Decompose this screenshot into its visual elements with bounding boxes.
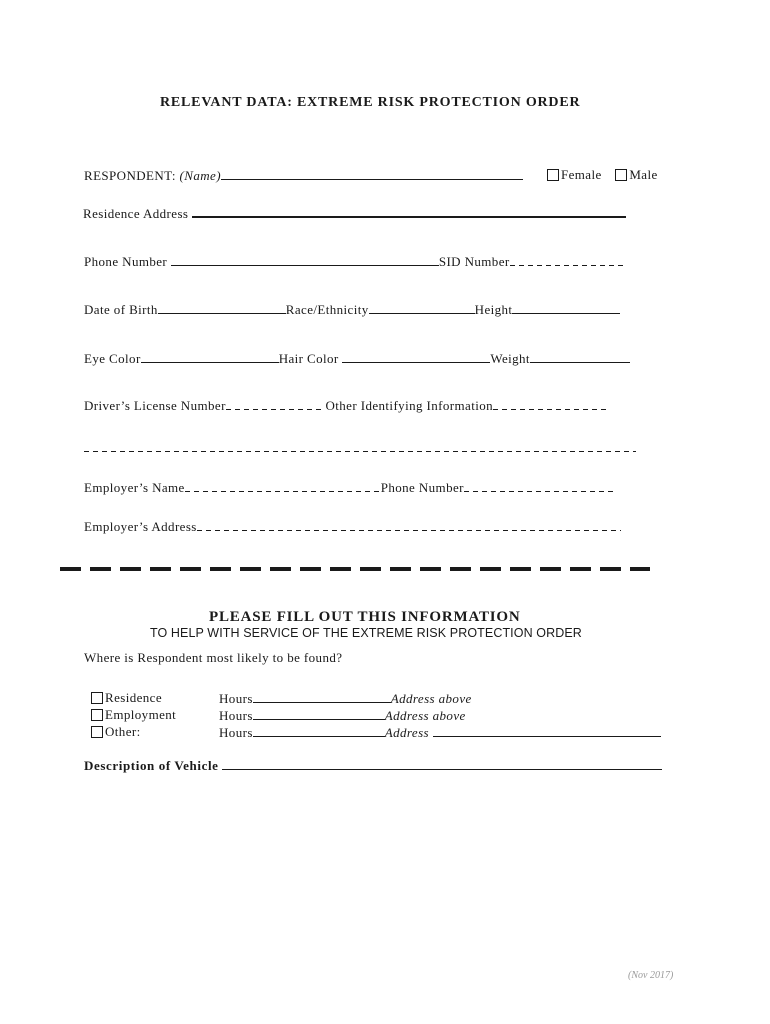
drivers-license-label: Driver’s License Number xyxy=(84,398,226,413)
residence-address-label: Residence Address xyxy=(83,206,189,221)
dob-label: Date of Birth xyxy=(84,302,158,317)
employer-name-label: Employer’s Name xyxy=(84,480,185,495)
respondent-row xyxy=(84,167,523,184)
residence-address-note: Address above xyxy=(390,691,472,706)
employer-row xyxy=(84,480,614,496)
phone-number-label: Phone Number xyxy=(84,254,168,269)
sid-number-field[interactable] xyxy=(510,254,624,266)
residence-hours-row xyxy=(219,690,472,707)
height-label: Height xyxy=(474,302,513,317)
other-checkbox[interactable] xyxy=(91,726,103,738)
residence-hours-label: Hours xyxy=(219,691,253,706)
hair-color-field[interactable] xyxy=(342,350,490,363)
location-option-other xyxy=(91,724,141,740)
employer-phone-field[interactable] xyxy=(464,480,614,492)
section-divider xyxy=(60,567,650,571)
height-field[interactable] xyxy=(512,301,620,314)
dob-race-height-row xyxy=(84,301,620,318)
weight-field[interactable] xyxy=(530,350,630,363)
location-option-employment xyxy=(91,707,176,723)
gender-options xyxy=(547,167,658,183)
employment-address-note: Address above xyxy=(384,708,466,723)
hair-color-label: Hair Color xyxy=(278,351,339,366)
respondent-name-field[interactable] xyxy=(221,167,523,180)
residence-address-row xyxy=(83,204,626,222)
race-label: Race/Ethnicity xyxy=(285,302,369,317)
employment-checkbox[interactable] xyxy=(91,709,103,721)
other-address-label: Address xyxy=(384,725,429,740)
employer-address-label: Employer’s Address xyxy=(84,519,197,534)
employer-address-field[interactable] xyxy=(197,519,621,531)
female-label: Female xyxy=(561,167,602,182)
phone-number-field[interactable] xyxy=(171,253,439,266)
eye-hair-weight-row xyxy=(84,350,630,367)
residence-address-field[interactable] xyxy=(192,204,626,218)
section2-subheading: TO HELP WITH SERVICE OF THE EXTREME RISK PROTECTION ORDER xyxy=(150,626,582,640)
other-hours-label: Hours xyxy=(219,725,253,740)
other-info-field[interactable] xyxy=(493,398,607,410)
other-option-label: Other: xyxy=(105,724,141,739)
phone-sid-row xyxy=(84,253,624,270)
employer-address-row xyxy=(84,519,621,535)
other-hours-field[interactable] xyxy=(253,724,385,737)
eye-color-label: Eye Color xyxy=(84,351,141,366)
other-hours-row xyxy=(219,724,661,741)
location-question: Where is Respondent most likely to be found? xyxy=(84,650,343,665)
respondent-name-hint: (Name) xyxy=(179,168,221,183)
location-option-residence xyxy=(91,690,162,706)
respondent-label: RESPONDENT: xyxy=(84,168,176,183)
residence-option-label: Residence xyxy=(105,690,163,705)
employment-option-label: Employment xyxy=(105,707,177,722)
other-info-field-2[interactable] xyxy=(84,440,636,452)
female-checkbox[interactable] xyxy=(547,169,559,181)
vehicle-row xyxy=(84,757,662,774)
vehicle-field[interactable] xyxy=(222,757,662,770)
license-other-row xyxy=(84,398,607,414)
male-label: Male xyxy=(629,167,658,182)
footer-date: (Nov 2017) xyxy=(628,970,674,981)
other-address-field[interactable] xyxy=(433,724,661,737)
employer-name-field[interactable] xyxy=(185,480,381,492)
sid-number-label: SID Number xyxy=(438,254,510,269)
race-field[interactable] xyxy=(369,301,475,314)
section2-heading: PLEASE FILL OUT THIS INFORMATION xyxy=(209,609,521,625)
residence-checkbox[interactable] xyxy=(91,692,103,704)
employer-phone-label: Phone Number xyxy=(380,480,464,495)
residence-hours-field[interactable] xyxy=(253,690,391,703)
other-info-continuation xyxy=(84,440,636,456)
drivers-license-field[interactable] xyxy=(226,398,322,410)
eye-color-field[interactable] xyxy=(141,350,279,363)
employment-hours-label: Hours xyxy=(219,708,253,723)
vehicle-label: Description of Vehicle xyxy=(84,758,219,773)
page-title: RELEVANT DATA: EXTREME RISK PROTECTION ORDER xyxy=(160,95,581,110)
other-info-label: Other Identifying Information xyxy=(325,398,494,413)
employment-hours-field[interactable] xyxy=(253,707,385,720)
male-checkbox[interactable] xyxy=(615,169,627,181)
weight-label: Weight xyxy=(490,351,530,366)
dob-field[interactable] xyxy=(158,301,286,314)
employment-hours-row xyxy=(219,707,466,724)
